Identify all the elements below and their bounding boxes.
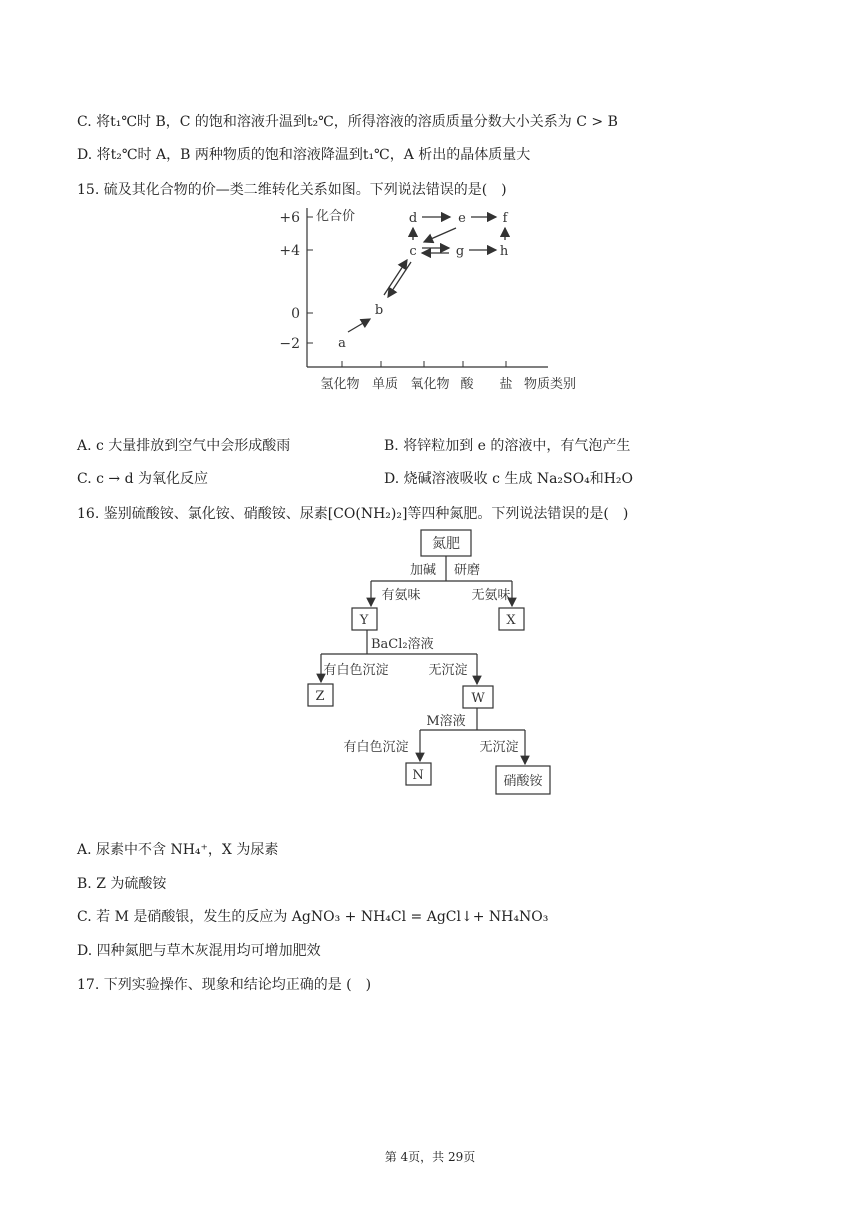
x-category-label: 酸 (460, 377, 474, 392)
flow-step2: BaCl₂溶液 (371, 637, 434, 652)
q16-option-d: D. 四种氮肥与草木灰混用均可增加肥效 (77, 943, 321, 959)
q15-valence-chart (270, 200, 600, 400)
q14-option-d: D. 将t₂℃时 A，B 两种物质的饱和溶液降温到t₁℃，A 析出的晶体质量大 (77, 147, 531, 163)
flow-box-x-label: X (506, 613, 516, 628)
x-category-label: 盐 (499, 377, 513, 392)
q16-stem: 16. 鉴别硫酸铵、氯化铵、硝酸铵、尿素[CO(NH₂)₂]等四种氮肥。下列说法错误的是( ) (77, 506, 629, 522)
x-category-label: 单质 (371, 377, 399, 392)
flow-box-z-label: Z (315, 689, 325, 704)
flow-box-end-label: 硝酸铵 (503, 774, 543, 789)
point-a: a (338, 336, 346, 351)
q15-stem: 15. 硫及其化合物的价—类二维转化关系如图。下列说法错误的是( ) (77, 182, 507, 198)
y-tick-label: +6 (279, 210, 300, 226)
arrow-e-c (424, 228, 456, 242)
y-tick-label: −2 (279, 336, 300, 352)
point-f: f (502, 211, 508, 226)
flow-no-ppt: 无沉淀 (428, 663, 468, 678)
point-g: g (455, 244, 465, 259)
y-tick-label: +4 (279, 243, 300, 259)
y-tick-label: 0 (291, 306, 300, 322)
arrow-b-c (384, 260, 407, 295)
q16-option-c: C. 若 M 是硝酸银，发生的反应为 AgNO₃ + NH₄Cl = AgCl↓+ NH₄NO₃ (77, 909, 549, 925)
point-b: b (374, 303, 384, 318)
point-h: h (499, 244, 509, 259)
flow-box-y-label: Y (359, 613, 369, 628)
arrow-a-b (348, 319, 370, 332)
flow-step1-right: 研磨 (453, 563, 481, 578)
y-axis-label: 化合价 (316, 209, 356, 224)
flow-ppt-white: 有白色沉淀 (323, 663, 389, 678)
x-category-label: 氢化物 (320, 377, 360, 392)
q15-option-a: A. c 大量排放到空气中会形成酸雨 (77, 438, 291, 454)
flow-box-n-label: N (412, 768, 424, 783)
q16-flowchart (300, 526, 560, 802)
flow-box-w-label: W (471, 691, 485, 706)
q16-option-a: A. 尿素中不含 NH₄⁺，X 为尿素 (77, 842, 279, 858)
point-e: e (458, 211, 466, 226)
x-category-label: 氧化物 (410, 377, 450, 392)
q14-option-c: C. 将t₁℃时 B，C 的饱和溶液升温到t₂℃，所得溶液的溶质质量分数大小关系为 C > B (77, 114, 618, 130)
flow-step1-left: 加碱 (409, 563, 437, 578)
q17-stem: 17. 下列实验操作、现象和结论均正确的是 ( ) (77, 977, 372, 993)
q15-option-c: C. c → d 为氧化反应 (77, 471, 208, 487)
q15-option-b: B. 将锌粒加到 e 的溶液中，有气泡产生 (384, 438, 631, 454)
point-c: c (409, 244, 417, 259)
q15-option-d: D. 烧碱溶液吸收 c 生成 Na₂SO₄和H₂O (384, 471, 634, 487)
flow-branch-no: 无氨味 (471, 588, 511, 603)
x-axis-label: 物质类别 (523, 377, 577, 392)
arrow-c-b (388, 262, 411, 297)
flow-ppt-white2: 有白色沉淀 (343, 740, 409, 755)
point-d: d (408, 211, 418, 226)
flow-branch-yes: 有氨味 (381, 588, 421, 603)
q16-option-b: B. Z 为硫酸铵 (77, 876, 167, 892)
flow-step3: M溶液 (426, 714, 466, 729)
flow-root-label: 氮肥 (432, 536, 460, 552)
page-footer: 第 4页，共 29页 (384, 1150, 476, 1164)
flow-no-ppt2: 无沉淀 (479, 740, 519, 755)
